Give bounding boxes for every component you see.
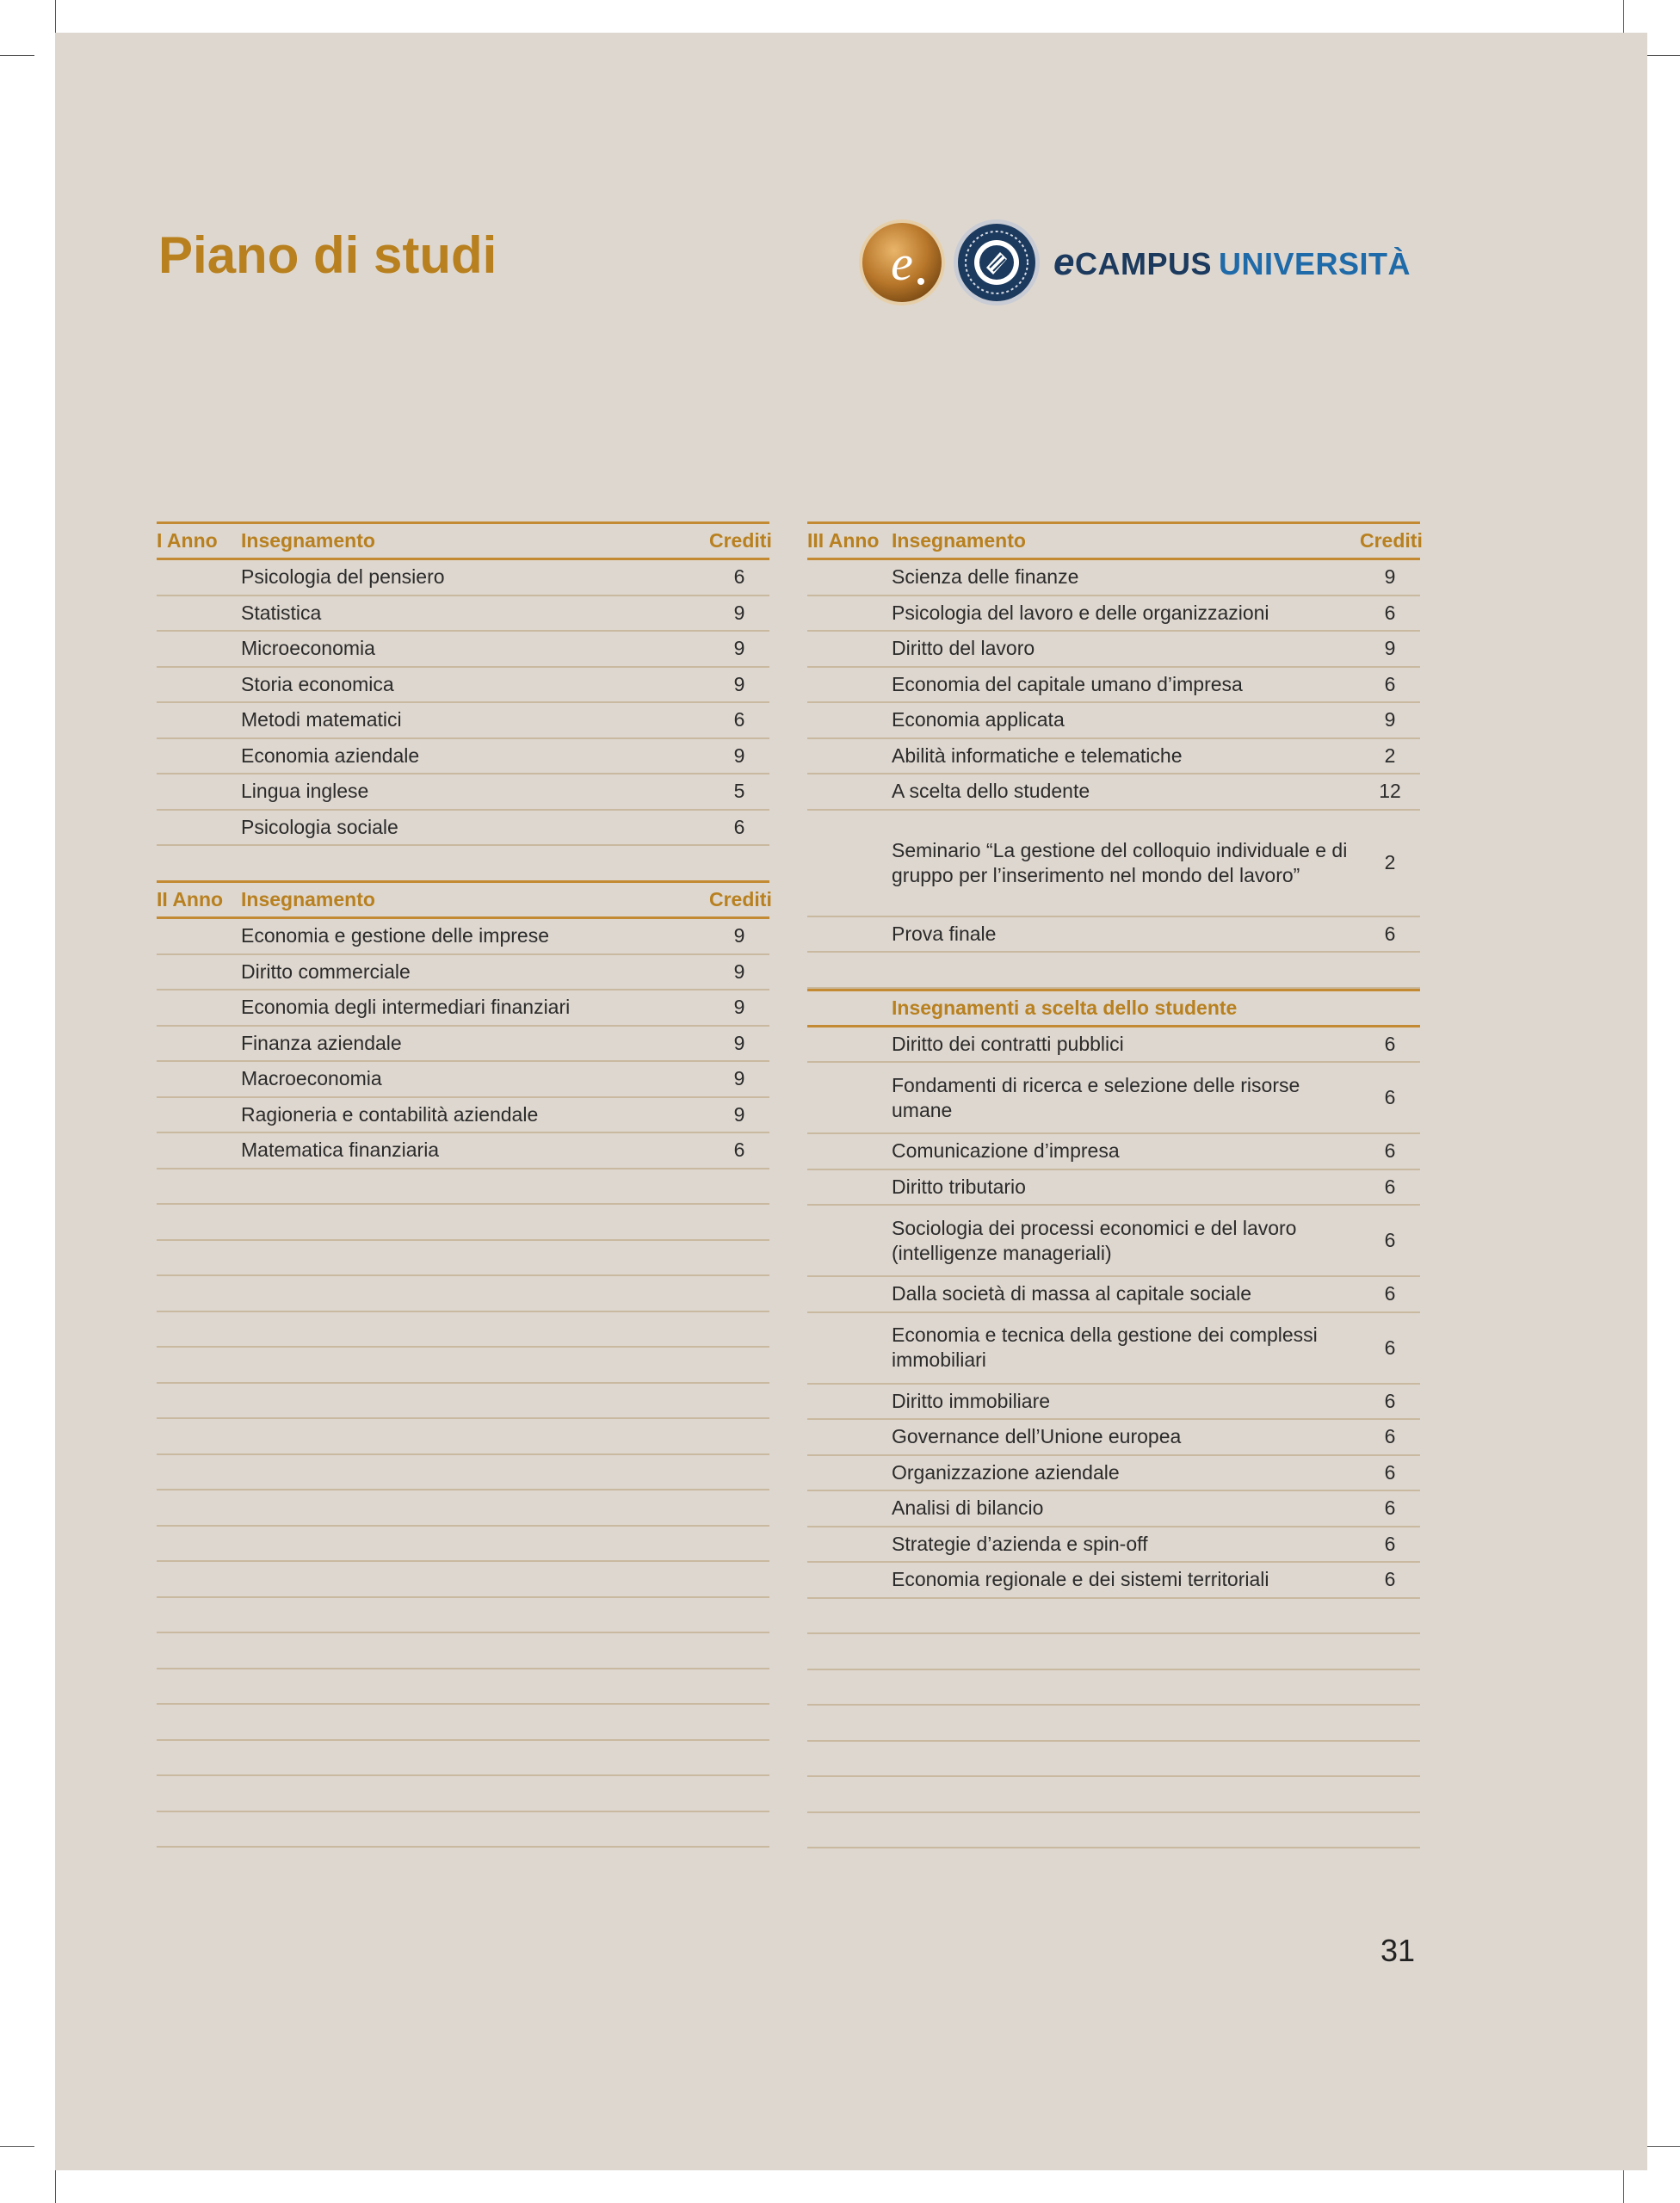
course-credits: 6: [1384, 1532, 1396, 1555]
table-row: [807, 596, 1420, 633]
year2-header: [157, 880, 772, 919]
course-name: Metodi matematici: [241, 708, 402, 731]
left-column: [157, 521, 772, 1848]
empty-row: [807, 1706, 1420, 1742]
brand-name: [1053, 241, 1411, 284]
table-row: [807, 1134, 1420, 1170]
course-name: Fondamenti di ricerca e selezione delle risorse umane: [892, 1073, 1300, 1121]
course-credits: 9: [733, 924, 745, 947]
course-name: Economia applicata: [892, 708, 1065, 731]
course-name: Economia e tecnica della gestione dei complessi immobiliari: [892, 1324, 1318, 1371]
table-row: [157, 774, 769, 811]
course-credits: 2: [1384, 851, 1396, 873]
credits-header: Crediti: [1360, 529, 1423, 552]
empty-row: [807, 1777, 1420, 1813]
course-credits: 6: [1384, 1032, 1396, 1055]
course-name: Dalla società di massa al capitale sociale: [892, 1282, 1252, 1305]
course-credits: 9: [1384, 565, 1396, 589]
year-label: III Anno: [807, 529, 880, 552]
empty-row: [157, 1241, 769, 1277]
course-credits: 6: [733, 708, 745, 731]
table-row: [157, 739, 769, 775]
course-name: Sociologia dei processi economici e del lavoro (intelligenze manageriali): [892, 1216, 1297, 1264]
table-row: [157, 668, 769, 704]
course-name: Economia regionale e dei sistemi territoriali: [892, 1568, 1269, 1591]
table-row: [807, 1527, 1420, 1564]
empty-row: [807, 1670, 1420, 1706]
year3-header: [807, 521, 1423, 560]
course-credits: 6: [1384, 672, 1396, 695]
table-row: [807, 1170, 1420, 1206]
table-row: [807, 632, 1420, 668]
course-credits: 9: [1384, 637, 1396, 660]
table-row: [157, 1133, 769, 1169]
university-seal-icon: [952, 218, 1041, 307]
empty-row: [157, 1633, 769, 1669]
empty-row: [157, 1776, 769, 1812]
course-name: Ragioneria e contabilità aziendale: [241, 1102, 539, 1126]
course-name: Diritto dei contratti pubblici: [892, 1032, 1124, 1055]
course-name: Microeconomia: [241, 637, 375, 660]
year-label: I Anno: [157, 529, 218, 552]
electives-header: [807, 989, 1420, 1027]
table-row: [157, 1027, 769, 1063]
table-row: [807, 917, 1420, 953]
empty-row: [157, 1169, 769, 1206]
course-credits: 6: [1384, 922, 1396, 945]
empty-row: [157, 1312, 769, 1348]
table-row: [807, 1313, 1420, 1385]
course-credits: 6: [1384, 1568, 1396, 1591]
table-row: [157, 596, 769, 633]
course-credits: 6: [1384, 601, 1396, 624]
table-row: [157, 919, 769, 955]
course-name: Economia aziendale: [241, 744, 420, 767]
course-name: Diritto del lavoro: [892, 637, 1035, 660]
electives-title: Insegnamenti a scelta dello studente: [892, 996, 1238, 1019]
crop-mark: [55, 2170, 56, 2203]
table-row: [157, 990, 769, 1027]
table-row: [807, 1385, 1420, 1421]
spacer: [157, 846, 769, 880]
course-header: Insegnamento: [241, 529, 375, 552]
course-credits: 6: [733, 815, 745, 838]
page-number: 31: [1380, 1933, 1416, 1968]
table-row: [807, 1206, 1420, 1277]
course-name: Organizzazione aziendale: [892, 1460, 1120, 1484]
brand-main: CAMPUS: [1074, 246, 1212, 281]
course-name: Psicologia sociale: [241, 815, 398, 838]
table-row: [807, 811, 1420, 917]
empty-row: [157, 1669, 769, 1706]
brand-suffix: UNIVERSITÀ: [1219, 246, 1411, 281]
empty-row: [157, 1562, 769, 1598]
course-name: Prova finale: [892, 922, 997, 945]
course-credits: 6: [1384, 1460, 1396, 1484]
crop-mark: [55, 0, 56, 33]
table-row: [157, 1098, 769, 1134]
table-row: [807, 1277, 1420, 1313]
course-header: Insegnamento: [892, 529, 1026, 552]
crop-mark: [0, 2146, 34, 2147]
course-credits: 9: [733, 1102, 745, 1126]
course-credits: 9: [733, 1031, 745, 1054]
course-credits: 9: [733, 744, 745, 767]
table-row: [807, 1563, 1420, 1599]
page-title: Piano di studi: [158, 226, 497, 284]
empty-row: [157, 1705, 769, 1741]
course-name: Psicologia del lavoro e delle organizzazioni: [892, 601, 1269, 624]
course-credits: 9: [733, 1067, 745, 1090]
empty-row: [157, 1276, 769, 1312]
course-name: Statistica: [241, 601, 322, 624]
course-name: Strategie d’azienda e spin-off: [892, 1532, 1148, 1555]
table-row: [807, 739, 1420, 775]
empty-row: [807, 1742, 1420, 1778]
empty-row: [807, 1599, 1420, 1635]
course-name: Diritto commerciale: [241, 960, 411, 983]
course-credits: 6: [1384, 1229, 1396, 1251]
course-credits: 9: [733, 960, 745, 983]
empty-row: [157, 1205, 769, 1241]
table-row: [807, 1027, 1420, 1064]
table-row: [157, 811, 769, 847]
course-name: Economia degli intermediari finanziari: [241, 996, 571, 1019]
course-credits: 6: [1384, 1389, 1396, 1412]
empty-row: [157, 1490, 769, 1527]
ecampus-logo: [857, 215, 1411, 310]
course-name: Matematica finanziaria: [241, 1139, 440, 1162]
credits-header: Crediti: [709, 529, 772, 552]
course-name: Lingua inglese: [241, 780, 369, 803]
empty-row: [157, 1812, 769, 1848]
course-credits: 9: [733, 601, 745, 624]
table-row: [157, 560, 769, 596]
course-credits: 9: [733, 996, 745, 1019]
course-credits: 9: [733, 672, 745, 695]
table-row: [157, 703, 769, 739]
svg-text:e: e: [891, 235, 913, 291]
empty-row: [807, 953, 1420, 989]
course-name: Governance dell’Unione europea: [892, 1425, 1182, 1448]
course-credits: 6: [733, 1139, 745, 1162]
credits-header: Crediti: [709, 888, 772, 910]
year-label: II Anno: [157, 888, 224, 910]
course-credits: 9: [1384, 708, 1396, 731]
right-column: [807, 521, 1423, 1848]
empty-row: [157, 1598, 769, 1634]
empty-row: [157, 1384, 769, 1420]
table-row: [807, 1063, 1420, 1134]
empty-row: [157, 1741, 769, 1777]
table-row: [157, 1062, 769, 1098]
table-row: [807, 1491, 1420, 1527]
course-credits: 6: [1384, 1336, 1396, 1359]
course-name: Scienza delle finanze: [892, 565, 1079, 589]
table-row: [807, 1420, 1420, 1456]
table-row: [807, 703, 1420, 739]
table-row: [807, 668, 1420, 704]
course-name: Economia del capitale umano d’impresa: [892, 672, 1243, 695]
empty-row: [157, 1455, 769, 1491]
course-name: Comunicazione d’impresa: [892, 1139, 1120, 1163]
course-credits: 6: [1384, 1282, 1396, 1305]
crop-mark: [1623, 2170, 1624, 2203]
empty-row: [157, 1348, 769, 1384]
table-row: [807, 560, 1420, 596]
e-medal-icon: [857, 218, 947, 307]
course-name: Macroeconomia: [241, 1067, 382, 1090]
course-name: Diritto immobiliare: [892, 1389, 1051, 1412]
crop-mark: [1646, 2146, 1680, 2147]
table-row: [807, 1456, 1420, 1492]
course-header: Insegnamento: [241, 888, 375, 910]
course-name: A scelta dello studente: [892, 780, 1090, 803]
year1-header: [157, 521, 772, 560]
course-credits: 6: [1384, 1175, 1396, 1198]
empty-row: [807, 1634, 1420, 1670]
table-row: [807, 774, 1420, 811]
course-credits: 9: [733, 637, 745, 660]
course-credits: 6: [1384, 1086, 1396, 1108]
empty-row: [807, 1813, 1420, 1849]
course-name: Finanza aziendale: [241, 1031, 402, 1054]
crop-mark: [1623, 0, 1624, 33]
table-row: [157, 955, 769, 991]
course-credits: 5: [733, 780, 745, 803]
course-credits: 2: [1384, 744, 1396, 767]
course-name: Analisi di bilancio: [892, 1496, 1044, 1520]
crop-mark: [0, 55, 34, 56]
empty-row: [157, 1419, 769, 1455]
table-row: [157, 632, 769, 668]
course-name: Diritto tributario: [892, 1175, 1026, 1198]
course-credits: 6: [1384, 1139, 1396, 1163]
course-credits: 6: [1384, 1496, 1396, 1520]
course-name: Storia economica: [241, 672, 394, 695]
course-credits: 12: [1379, 780, 1401, 803]
course-name: Economia e gestione delle imprese: [241, 924, 549, 947]
course-name: Abilità informatiche e telematiche: [892, 744, 1183, 767]
brand-prefix: e: [1053, 241, 1075, 283]
course-credits: 6: [1384, 1425, 1396, 1448]
crop-mark: [1646, 55, 1680, 56]
course-name: Seminario “La gestione del colloquio individuale e di gruppo per l’inserimento nel mondo del lavoro”: [892, 838, 1348, 886]
course-name: Psicologia del pensiero: [241, 565, 445, 589]
empty-row: [157, 1527, 769, 1563]
course-credits: 6: [733, 565, 745, 589]
